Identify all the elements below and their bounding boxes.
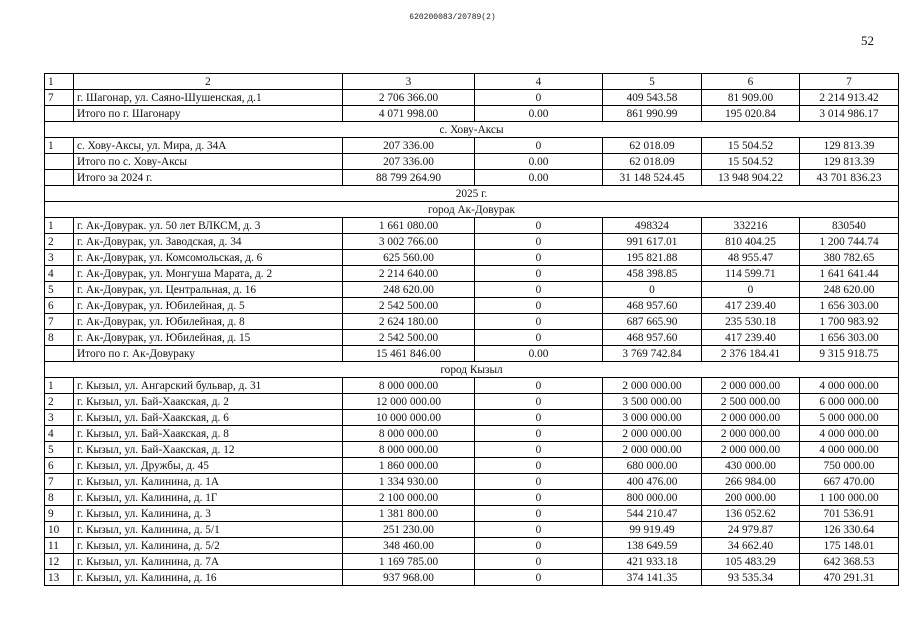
address-cell: г. Кызыл, ул. Калинина, д. 7А [74,554,343,570]
address-cell: Итого по г. Ак-Довураку [74,346,343,362]
col6-cell: 810 404.25 [702,234,800,250]
total-cost-cell: 2 214 640.00 [343,266,475,282]
col5-cell: 62 018.09 [603,154,702,170]
col5-cell: 458 398.85 [603,266,702,282]
row-index-cell: 13 [45,570,74,586]
table-row [45,298,899,314]
address-cell: г. Кызыл, ул. Калинина, д. 3 [74,506,343,522]
fund-cell: 0.00 [475,154,603,170]
address-cell: г. Кызыл, ул. Бай-Хаакская, д. 12 [74,442,343,458]
col7-cell: 6 000 000.00 [800,394,899,410]
table-row [45,314,899,330]
row-index-cell: 6 [45,458,74,474]
table-row [45,506,899,522]
row-index-cell [45,106,74,122]
table-row [45,250,899,266]
col7-cell: 1 700 983.92 [800,314,899,330]
fund-cell: 0 [475,538,603,554]
table-row [45,90,899,106]
row-index-cell: 9 [45,506,74,522]
col5-cell: 99 919.49 [603,522,702,538]
col6-cell: 34 662.40 [702,538,800,554]
fund-cell: 0 [475,458,603,474]
fund-cell: 0 [475,410,603,426]
fund-cell: 0 [475,474,603,490]
fund-cell: 0.00 [475,346,603,362]
total-row [45,106,899,122]
row-index-cell: 10 [45,522,74,538]
col7-cell: 4 000 000.00 [800,442,899,458]
col7-cell: 830540 [800,218,899,234]
address-cell: Итого по с. Хову-Аксы [74,154,343,170]
col5-cell: 400 476.00 [603,474,702,490]
row-index-cell: 7 [45,314,74,330]
row-index-cell: 3 [45,410,74,426]
register-table [44,73,899,586]
total-cost-cell: 8 000 000.00 [343,426,475,442]
total-cost-cell: 348 460.00 [343,538,475,554]
total-cost-cell: 3 002 766.00 [343,234,475,250]
address-cell: г. Кызыл, ул. Бай-Хаакская, д. 2 [74,394,343,410]
total-cost-cell: 625 560.00 [343,250,475,266]
table-row [45,490,899,506]
col6-cell: 2 000 000.00 [702,378,800,394]
col5-cell: 409 543.58 [603,90,702,106]
section-header-row [45,122,899,138]
header-cell: 4 [475,74,603,90]
header-cell: 1 [45,74,74,90]
address-cell: г. Ак-Довурак, ул. Юбилейная, д. 5 [74,298,343,314]
col6-cell: 93 535.34 [702,570,800,586]
address-cell: г. Ак-Довурак, ул. Комсомольская, д. 6 [74,250,343,266]
row-index-cell: 12 [45,554,74,570]
header-cell: 5 [603,74,702,90]
col7-cell: 667 470.00 [800,474,899,490]
total-cost-cell: 2 542 500.00 [343,298,475,314]
col5-cell: 2 000 000.00 [603,426,702,442]
total-cost-cell: 2 624 180.00 [343,314,475,330]
col6-cell: 2 500 000.00 [702,394,800,410]
page-number: 52 [861,33,874,48]
address-cell: г. Ак-Довурак, ул. Юбилейная, д. 8 [74,314,343,330]
address-cell: г. Кызыл, ул. Ангарский бульвар, д. 31 [74,378,343,394]
header-cell: 6 [702,74,800,90]
row-index-cell: 8 [45,330,74,346]
col7-cell: 129 813.39 [800,138,899,154]
col5-cell: 3 500 000.00 [603,394,702,410]
col5-cell: 2 000 000.00 [603,442,702,458]
row-index-cell: 7 [45,90,74,106]
section-label: с. Хову-Аксы [45,122,899,138]
total-cost-cell: 88 799 264.90 [343,170,475,186]
table-row [45,394,899,410]
col6-cell: 2 000 000.00 [702,410,800,426]
row-index-cell: 3 [45,250,74,266]
address-cell: г. Кызыл, ул. Калинина, д. 5/2 [74,538,343,554]
table-header-row [45,74,899,90]
total-cost-cell: 8 000 000.00 [343,442,475,458]
address-cell: с. Хову-Аксы, ул. Мира, д. 34А [74,138,343,154]
row-index-cell: 1 [45,138,74,154]
table-row [45,538,899,554]
col6-cell: 417 239.40 [702,330,800,346]
fund-cell: 0 [475,554,603,570]
table-row [45,570,899,586]
section-header-row [45,362,899,378]
total-cost-cell: 1 334 930.00 [343,474,475,490]
col5-cell: 195 821.88 [603,250,702,266]
col5-cell: 991 617.01 [603,234,702,250]
total-cost-cell: 4 071 998.00 [343,106,475,122]
col6-cell: 105 483.29 [702,554,800,570]
row-index-cell: 11 [45,538,74,554]
col5-cell: 468 957.60 [603,330,702,346]
fund-cell: 0 [475,522,603,538]
header-cell: 2 [74,74,343,90]
section-header-row [45,186,899,202]
total-cost-cell: 2 706 366.00 [343,90,475,106]
address-cell: Итого за 2024 г. [74,170,343,186]
fund-cell: 0 [475,506,603,522]
fund-cell: 0 [475,442,603,458]
address-cell: г. Кызыл, ул. Калинина, д. 5/1 [74,522,343,538]
col6-cell: 332216 [702,218,800,234]
fund-cell: 0 [475,90,603,106]
col6-cell: 2 000 000.00 [702,442,800,458]
col6-cell: 430 000.00 [702,458,800,474]
col7-cell: 5 000 000.00 [800,410,899,426]
col6-cell: 15 504.52 [702,154,800,170]
row-index-cell [45,170,74,186]
table-row [45,282,899,298]
col7-cell: 642 368.53 [800,554,899,570]
total-cost-cell: 1 661 080.00 [343,218,475,234]
fund-cell: 0 [475,394,603,410]
col6-cell: 195 020.84 [702,106,800,122]
col7-cell: 1 656 303.00 [800,298,899,314]
col6-cell: 48 955.47 [702,250,800,266]
col5-cell: 800 000.00 [603,490,702,506]
address-cell: г. Кызыл, ул. Бай-Хаакская, д. 6 [74,410,343,426]
col7-cell: 1 200 744.74 [800,234,899,250]
table-row [45,330,899,346]
col7-cell: 129 813.39 [800,154,899,170]
total-row [45,346,899,362]
row-index-cell: 1 [45,378,74,394]
fund-cell: 0 [475,378,603,394]
col7-cell: 9 315 918.75 [800,346,899,362]
fund-cell: 0 [475,266,603,282]
col7-cell: 1 641 641.44 [800,266,899,282]
fund-cell: 0 [475,426,603,442]
total-cost-cell: 207 336.00 [343,154,475,170]
table-row [45,234,899,250]
fund-cell: 0.00 [475,106,603,122]
address-cell: г. Кызыл, ул. Калинина, д. 1А [74,474,343,490]
col7-cell: 2 214 913.42 [800,90,899,106]
col5-cell: 861 990.99 [603,106,702,122]
row-index-cell: 4 [45,426,74,442]
table-row [45,426,899,442]
fund-cell: 0 [475,570,603,586]
total-cost-cell: 1 381 800.00 [343,506,475,522]
col7-cell: 126 330.64 [800,522,899,538]
col5-cell: 0 [603,282,702,298]
col6-cell: 266 984.00 [702,474,800,490]
col7-cell: 3 014 986.17 [800,106,899,122]
table-row [45,410,899,426]
row-index-cell: 6 [45,298,74,314]
document-id: 620200083/20789(2) [409,13,496,22]
col6-cell: 13 948 904.22 [702,170,800,186]
table-row [45,218,899,234]
total-cost-cell: 207 336.00 [343,138,475,154]
row-index-cell: 4 [45,266,74,282]
address-cell: г. Кызыл, ул. Дружбы, д. 45 [74,458,343,474]
address-cell: Итого по г. Шагонару [74,106,343,122]
row-index-cell: 1 [45,218,74,234]
address-cell: г. Ак-Довурак, ул. Центральная, д. 16 [74,282,343,298]
address-cell: г. Ак-Довурак, ул. Монгуша Марата, д. 2 [74,266,343,282]
section-label: город Кызыл [45,362,899,378]
col7-cell: 175 148.01 [800,538,899,554]
col6-cell: 136 052.62 [702,506,800,522]
table-row [45,266,899,282]
col6-cell: 2 000 000.00 [702,426,800,442]
row-index-cell: 2 [45,394,74,410]
table-row [45,378,899,394]
col7-cell: 380 782.65 [800,250,899,266]
col5-cell: 2 000 000.00 [603,378,702,394]
total-cost-cell: 8 000 000.00 [343,378,475,394]
total-cost-cell: 251 230.00 [343,522,475,538]
fund-cell: 0 [475,218,603,234]
row-index-cell: 2 [45,234,74,250]
row-index-cell [45,346,74,362]
col5-cell: 680 000.00 [603,458,702,474]
table-row [45,458,899,474]
col7-cell: 4 000 000.00 [800,378,899,394]
total-cost-cell: 10 000 000.00 [343,410,475,426]
header-cell: 3 [343,74,475,90]
col6-cell: 15 504.52 [702,138,800,154]
total-cost-cell: 2 542 500.00 [343,330,475,346]
col6-cell: 2 376 184.41 [702,346,800,362]
fund-cell: 0 [475,330,603,346]
col6-cell: 81 909.00 [702,90,800,106]
col5-cell: 421 933.18 [603,554,702,570]
fund-cell: 0 [475,490,603,506]
address-cell: г. Ак-Довурак, ул. Заводская, д. 34 [74,234,343,250]
col5-cell: 138 649.59 [603,538,702,554]
table-row [45,442,899,458]
address-cell: г. Кызыл, ул. Калинина, д. 16 [74,570,343,586]
fund-cell: 0 [475,314,603,330]
table-row [45,554,899,570]
fund-cell: 0 [475,234,603,250]
total-cost-cell: 1 169 785.00 [343,554,475,570]
fund-cell: 0.00 [475,170,603,186]
address-cell: г. Шагонар, ул. Саяно-Шушенская, д.1 [74,90,343,106]
col7-cell: 1 100 000.00 [800,490,899,506]
col5-cell: 374 141.35 [603,570,702,586]
fund-cell: 0 [475,282,603,298]
col7-cell: 1 656 303.00 [800,330,899,346]
col6-cell: 417 239.40 [702,298,800,314]
table-row [45,522,899,538]
section-label: 2025 г. [45,186,899,202]
total-row [45,154,899,170]
header-cell: 7 [800,74,899,90]
address-cell: г. Ак-Довурак, ул. Юбилейная, д. 15 [74,330,343,346]
col5-cell: 498324 [603,218,702,234]
col5-cell: 687 665.90 [603,314,702,330]
total-cost-cell: 937 968.00 [343,570,475,586]
col6-cell: 235 530.18 [702,314,800,330]
address-cell: г. Ак-Довурак. ул. 50 лет ВЛКСМ, д. 3 [74,218,343,234]
col6-cell: 0 [702,282,800,298]
col7-cell: 750 000.00 [800,458,899,474]
col5-cell: 62 018.09 [603,138,702,154]
table-row [45,138,899,154]
table-row [45,474,899,490]
col6-cell: 200 000.00 [702,490,800,506]
col5-cell: 468 957.60 [603,298,702,314]
row-index-cell: 5 [45,282,74,298]
col5-cell: 3 769 742.84 [603,346,702,362]
row-index-cell: 5 [45,442,74,458]
fund-cell: 0 [475,250,603,266]
col5-cell: 544 210.47 [603,506,702,522]
address-cell: г. Кызыл, ул. Бай-Хаакская, д. 8 [74,426,343,442]
col7-cell: 4 000 000.00 [800,426,899,442]
col5-cell: 31 148 524.45 [603,170,702,186]
row-index-cell: 8 [45,490,74,506]
fund-cell: 0 [475,298,603,314]
col6-cell: 24 979.87 [702,522,800,538]
col5-cell: 3 000 000.00 [603,410,702,426]
col7-cell: 43 701 836.23 [800,170,899,186]
total-cost-cell: 2 100 000.00 [343,490,475,506]
col7-cell: 248 620.00 [800,282,899,298]
fund-cell: 0 [475,138,603,154]
col7-cell: 701 536.91 [800,506,899,522]
total-cost-cell: 12 000 000.00 [343,394,475,410]
total-row [45,170,899,186]
total-cost-cell: 1 860 000.00 [343,458,475,474]
address-cell: г. Кызыл, ул. Калинина, д. 1Г [74,490,343,506]
row-index-cell: 7 [45,474,74,490]
total-cost-cell: 15 461 846.00 [343,346,475,362]
col6-cell: 114 599.71 [702,266,800,282]
row-index-cell [45,154,74,170]
col7-cell: 470 291.31 [800,570,899,586]
section-header-row [45,202,899,218]
total-cost-cell: 248 620.00 [343,282,475,298]
section-label: город Ак-Довурак [45,202,899,218]
